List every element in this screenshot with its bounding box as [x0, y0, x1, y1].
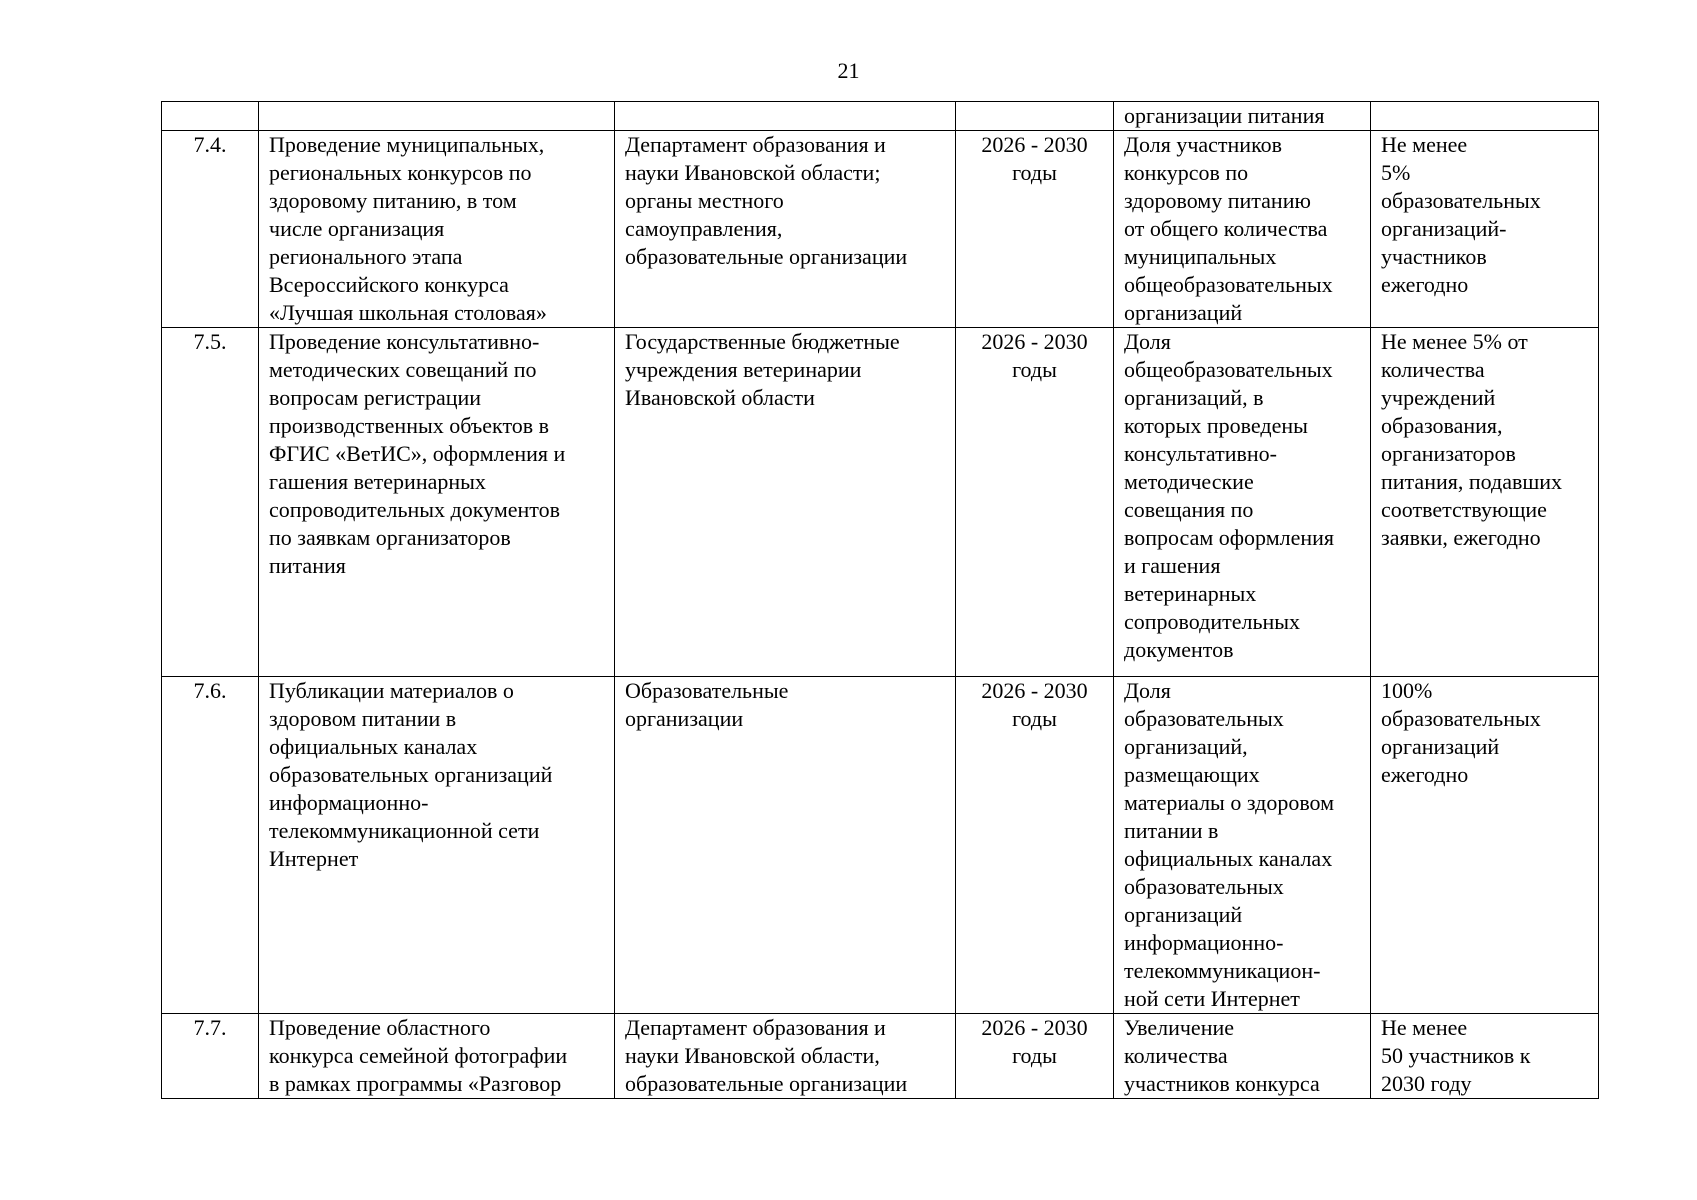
cell-num: [162, 102, 259, 131]
cell-target: [1371, 677, 1599, 1014]
indicator-text: Доля участников конкурсов по здоровому питанию от общего количества муниципальных общеобразовательных организаций: [1124, 132, 1333, 325]
cell-target: [1371, 131, 1599, 328]
cell-num: [162, 131, 259, 328]
activity-text: Проведение муниципальных, региональных конкурсов по здоровому питанию, в том числе организация регионального этапа Всероссийского конкурса «Лучшая школьная столовая»: [269, 132, 547, 325]
target-text: Не менее 5% от количества учреждений образования, организаторов питания, подавших соответствующие заявки, ежегодно: [1381, 329, 1563, 550]
table-row: [162, 131, 1599, 328]
target-text: Не менее 5% образовательных организаций- участников ежегодно: [1381, 132, 1541, 297]
cell-executor: [615, 102, 956, 131]
executor-text: Департамент образования и науки Ивановской области, образовательные организации: [625, 1015, 908, 1096]
row-number: 7.7.: [193, 1015, 227, 1040]
cell-term: [956, 131, 1114, 328]
activity-text: Проведение областного конкурса семейной фотографии в рамках программы «Разговор: [269, 1015, 568, 1096]
cell-term: [956, 328, 1114, 677]
indicator-text: Доля общеобразовательных организаций, в которых проведены консультативно- методические совещания по вопросам оформления и гашения ветеринарных сопроводительных документов: [1124, 329, 1335, 662]
row-number: 7.6.: [193, 678, 227, 703]
cell-activity: [259, 677, 615, 1014]
indicator-text: Увеличение количества участников конкурса: [1124, 1015, 1320, 1096]
cell-indicator: [1114, 131, 1371, 328]
row-number: 7.5.: [193, 329, 227, 354]
indicator-text: организации питания: [1124, 103, 1325, 128]
term-text: 2026 - 2030 годы: [981, 329, 1088, 382]
table-row-continuation: [162, 102, 1599, 131]
activity-text: Проведение консультативно- методических совещаний по вопросам регистрации производственных объектов в ФГИС «ВетИС», оформления и гашения ветеринарных сопроводительных документов по заявкам организаторов питания: [269, 329, 566, 578]
cell-executor: [615, 677, 956, 1014]
cell-term: [956, 1014, 1114, 1099]
cell-indicator: [1114, 1014, 1371, 1099]
cell-indicator: [1114, 677, 1371, 1014]
executor-text: Образовательные организации: [625, 678, 789, 731]
cell-target: [1371, 102, 1599, 131]
executor-text: Департамент образования и науки Ивановской области; органы местного самоуправления, образовательные организации: [625, 132, 908, 269]
cell-activity: [259, 102, 615, 131]
cell-target: [1371, 1014, 1599, 1099]
table-row: [162, 1014, 1599, 1099]
activity-text: Публикации материалов о здоровом питании в официальных каналах образовательных организаций информационно- телекоммуникационной сети Интернет: [269, 678, 553, 871]
term-text: 2026 - 2030 годы: [981, 678, 1088, 731]
term-text: 2026 - 2030 годы: [981, 1015, 1088, 1068]
cell-indicator: [1114, 102, 1371, 131]
target-text: 100% образовательных организаций ежегодно: [1381, 678, 1541, 787]
cell-term: [956, 102, 1114, 131]
cell-activity: [259, 1014, 615, 1099]
cell-executor: [615, 131, 956, 328]
cell-num: [162, 328, 259, 677]
term-text: 2026 - 2030 годы: [981, 132, 1088, 185]
cell-executor: [615, 328, 956, 677]
table-row: [162, 328, 1599, 677]
executor-text: Государственные бюджетные учреждения ветеринарии Ивановской области: [625, 329, 900, 410]
cell-num: [162, 677, 259, 1014]
indicator-text: Доля образовательных организаций, размещающих материалы о здоровом питании в официальных каналах образовательных организаций информационно- телекоммуникацион- ной сети Интернет: [1124, 678, 1335, 1011]
cell-term: [956, 677, 1114, 1014]
target-text: Не менее 50 участников к 2030 году: [1381, 1015, 1531, 1096]
cell-executor: [615, 1014, 956, 1099]
cell-indicator: [1114, 328, 1371, 677]
cell-activity: [259, 328, 615, 677]
cell-num: [162, 1014, 259, 1099]
row-number: 7.4.: [193, 132, 227, 157]
cell-activity: [259, 131, 615, 328]
cell-target: [1371, 328, 1599, 677]
table-row: [162, 677, 1599, 1014]
page-number: 21: [837, 58, 860, 83]
measures-table: [161, 101, 1599, 1099]
